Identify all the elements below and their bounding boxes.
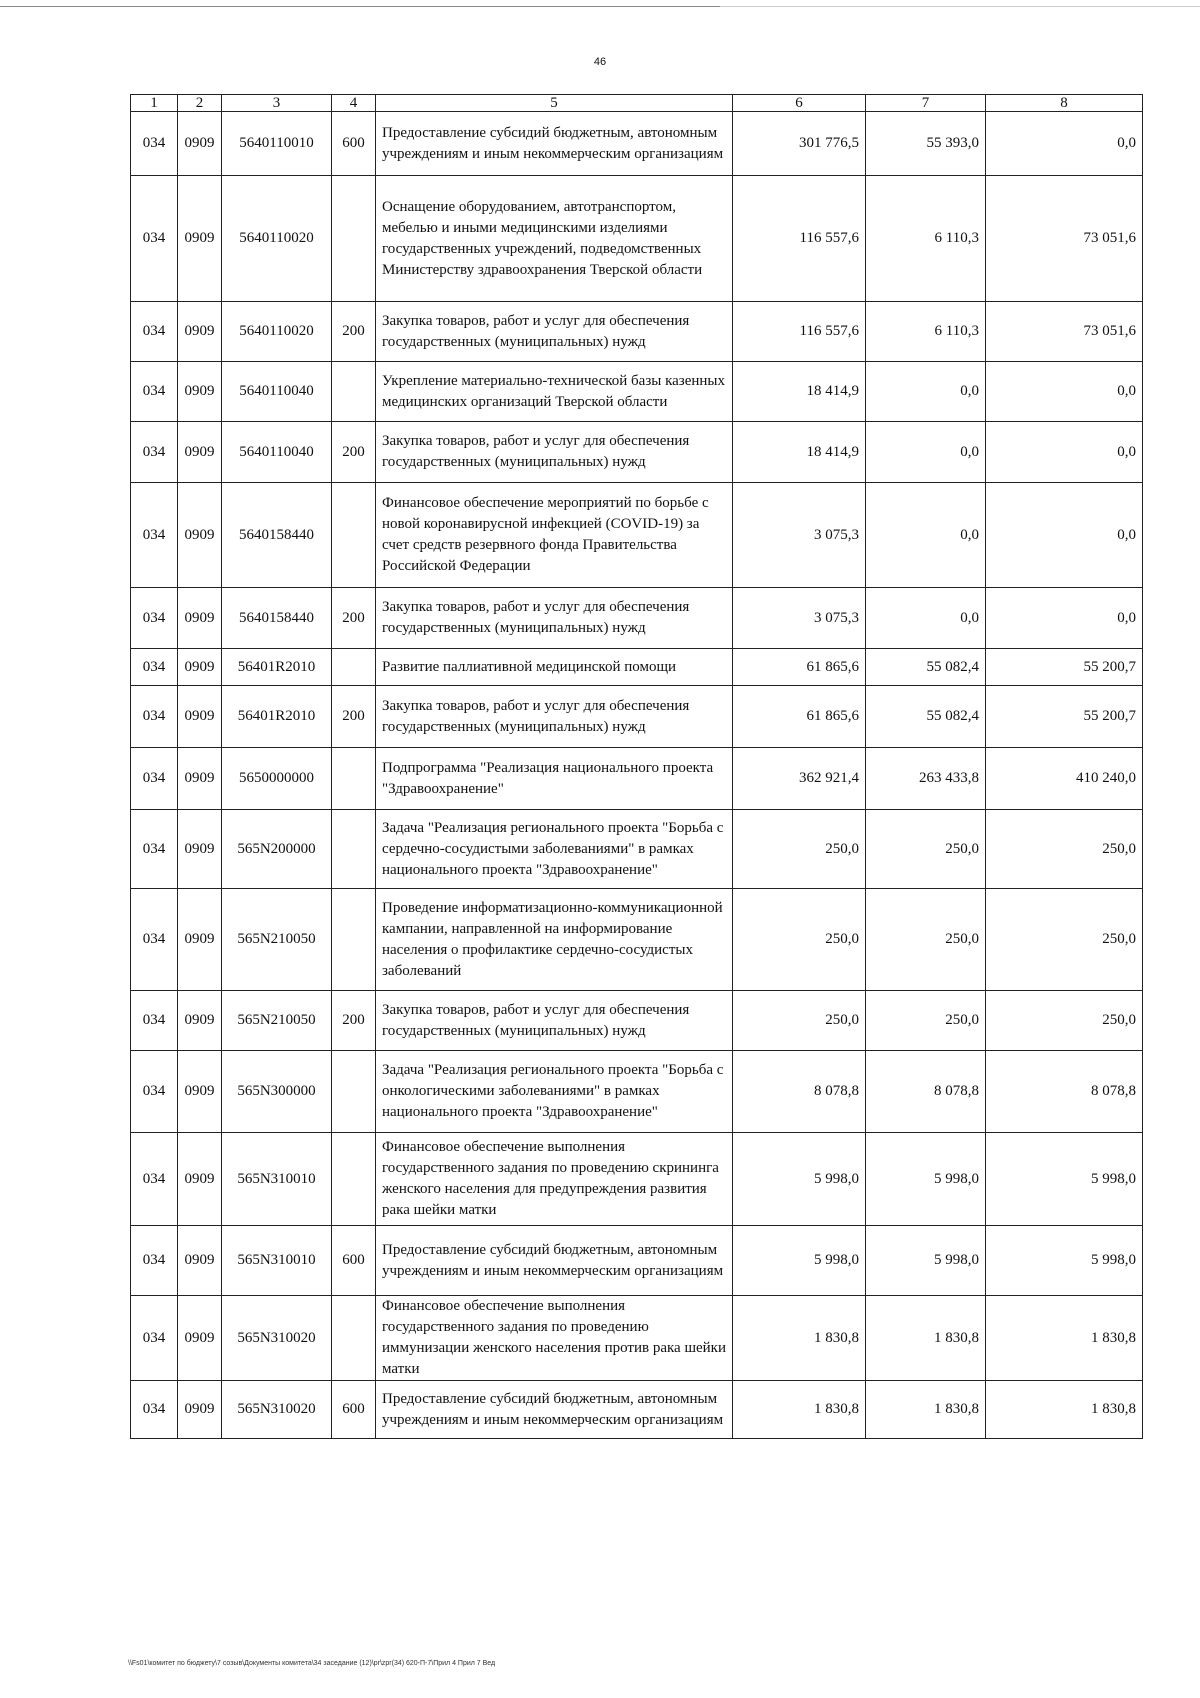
column-header: 3	[222, 95, 332, 112]
table-cell-3: 5640110020	[222, 176, 332, 302]
table-cell-6: 5 998,0	[733, 1133, 866, 1226]
table-cell-4: 200	[332, 686, 376, 748]
table-cell-7: 5 998,0	[866, 1226, 986, 1296]
table-cell-2: 0909	[178, 588, 222, 649]
table-cell-1: 034	[131, 889, 178, 991]
column-header: 4	[332, 95, 376, 112]
table-cell-2: 0909	[178, 112, 222, 176]
table-cell-1: 034	[131, 810, 178, 889]
scan-edge-line	[720, 6, 1200, 7]
table-cell-4	[332, 1051, 376, 1133]
budget-table	[130, 94, 1143, 1439]
table-row	[131, 302, 1143, 362]
table-cell-2: 0909	[178, 1381, 222, 1439]
table-cell-8: 0,0	[986, 362, 1143, 422]
table-cell-4	[332, 889, 376, 991]
table-row	[131, 686, 1143, 748]
table-cell-8: 0,0	[986, 422, 1143, 483]
table-cell-8: 55 200,7	[986, 649, 1143, 686]
table-cell-7: 0,0	[866, 483, 986, 588]
table-cell-4	[332, 362, 376, 422]
table-cell-2: 0909	[178, 302, 222, 362]
table-cell-3: 565N210050	[222, 991, 332, 1051]
table-cell-4	[332, 483, 376, 588]
table-cell-1: 034	[131, 176, 178, 302]
table-cell-3: 5640110040	[222, 422, 332, 483]
table-cell-3: 565N310010	[222, 1133, 332, 1226]
table-cell-6: 116 557,6	[733, 176, 866, 302]
table-row	[131, 991, 1143, 1051]
column-header: 1	[131, 95, 178, 112]
table-cell-7: 0,0	[866, 362, 986, 422]
table-cell-6: 301 776,5	[733, 112, 866, 176]
table-row	[131, 483, 1143, 588]
table-cell-1: 034	[131, 1381, 178, 1439]
table-cell-3: 56401R2010	[222, 686, 332, 748]
table-cell-8: 0,0	[986, 112, 1143, 176]
table-row	[131, 588, 1143, 649]
table-cell-5: Задача "Реализация регионального проекта "Борьба с онкологическими заболеваниями" в рамках национального проекта "Здравоохранение"	[376, 1051, 733, 1133]
table-cell-6: 18 414,9	[733, 362, 866, 422]
table-row	[131, 649, 1143, 686]
table-cell-1: 034	[131, 302, 178, 362]
table-cell-8: 5 998,0	[986, 1226, 1143, 1296]
table-cell-7: 1 830,8	[866, 1381, 986, 1439]
table-cell-5: Предоставление субсидий бюджетным, автономным учреждениям и иным некоммерческим организациям	[376, 1226, 733, 1296]
table-cell-3: 565N310020	[222, 1381, 332, 1439]
table-cell-7: 55 393,0	[866, 112, 986, 176]
table-cell-2: 0909	[178, 810, 222, 889]
column-header: 6	[733, 95, 866, 112]
column-header: 5	[376, 95, 733, 112]
scan-edge-line	[0, 6, 720, 7]
table-cell-6: 250,0	[733, 889, 866, 991]
table-cell-7: 1 830,8	[866, 1296, 986, 1381]
table-cell-4: 200	[332, 588, 376, 649]
page-number: 46	[593, 56, 607, 68]
table-cell-2: 0909	[178, 686, 222, 748]
table-cell-5: Укрепление материально-технической базы казенных медицинских организаций Тверской области	[376, 362, 733, 422]
table-cell-6: 116 557,6	[733, 302, 866, 362]
table-row	[131, 1381, 1143, 1439]
table-cell-5: Подпрограмма "Реализация национального проекта "Здравоохранение"	[376, 748, 733, 810]
table-cell-7: 55 082,4	[866, 649, 986, 686]
table-cell-1: 034	[131, 588, 178, 649]
header-row	[131, 95, 1143, 112]
table-cell-6: 1 830,8	[733, 1381, 866, 1439]
table-cell-6: 362 921,4	[733, 748, 866, 810]
table-cell-6: 18 414,9	[733, 422, 866, 483]
table-cell-2: 0909	[178, 889, 222, 991]
table-cell-5: Закупка товаров, работ и услуг для обеспечения государственных (муниципальных) нужд	[376, 422, 733, 483]
table-cell-2: 0909	[178, 748, 222, 810]
table-cell-4	[332, 810, 376, 889]
table-cell-1: 034	[131, 112, 178, 176]
table-cell-1: 034	[131, 422, 178, 483]
table-row	[131, 1051, 1143, 1133]
table-row	[131, 889, 1143, 991]
table-cell-8: 0,0	[986, 483, 1143, 588]
table-cell-5: Финансовое обеспечение выполнения государственного задания по проведению скрининга женского населения для предупреждения развития рака шейки матки	[376, 1133, 733, 1226]
table-cell-1: 034	[131, 748, 178, 810]
table-cell-4: 600	[332, 1226, 376, 1296]
table-cell-4: 200	[332, 991, 376, 1051]
table-cell-8: 55 200,7	[986, 686, 1143, 748]
table-row	[131, 748, 1143, 810]
table-cell-6: 8 078,8	[733, 1051, 866, 1133]
table-cell-8: 73 051,6	[986, 176, 1143, 302]
table-cell-5: Задача "Реализация регионального проекта "Борьба с сердечно-сосудистыми заболеваниями" в рамках национального проекта "Здравоохранение"	[376, 810, 733, 889]
table-row	[131, 176, 1143, 302]
table-cell-8: 1 830,8	[986, 1296, 1143, 1381]
table-cell-1: 034	[131, 362, 178, 422]
table-cell-8: 8 078,8	[986, 1051, 1143, 1133]
table-cell-6: 3 075,3	[733, 588, 866, 649]
table-row	[131, 112, 1143, 176]
table-row	[131, 362, 1143, 422]
table-cell-1: 034	[131, 686, 178, 748]
table-cell-4: 200	[332, 422, 376, 483]
table-cell-3: 565N210050	[222, 889, 332, 991]
table-row	[131, 1133, 1143, 1226]
table-cell-2: 0909	[178, 362, 222, 422]
table-cell-3: 5640110020	[222, 302, 332, 362]
table-cell-5: Развитие паллиативной медицинской помощи	[376, 649, 733, 686]
table-cell-1: 034	[131, 1133, 178, 1226]
table-row	[131, 810, 1143, 889]
table-cell-2: 0909	[178, 422, 222, 483]
table-cell-1: 034	[131, 991, 178, 1051]
table-cell-4	[332, 176, 376, 302]
column-header: 7	[866, 95, 986, 112]
table-cell-8: 1 830,8	[986, 1381, 1143, 1439]
file-path-footer: \\Fs01\комитет по бюджету\7 созыв\Документы комитета\34 заседание (12)\pr\zpr(34) 620-П-7\Прил 4 Прил 7 Вед	[128, 1660, 496, 1667]
table-cell-5: Проведение информатизационно-коммуникационной кампании, направленной на информирование населения о профилактике сердечно-сосудистых заболеваний	[376, 889, 733, 991]
column-header: 2	[178, 95, 222, 112]
table-cell-3: 5640110010	[222, 112, 332, 176]
table-row	[131, 1296, 1143, 1381]
table-cell-2: 0909	[178, 1051, 222, 1133]
column-header: 8	[986, 95, 1143, 112]
table-cell-7: 0,0	[866, 422, 986, 483]
table-cell-6: 250,0	[733, 991, 866, 1051]
table-cell-3: 565N300000	[222, 1051, 332, 1133]
table-cell-5: Финансовое обеспечение мероприятий по борьбе с новой коронавирусной инфекцией (COVID-19) за счет средств резервного фонда Правительства Российской Федерации	[376, 483, 733, 588]
table-cell-3: 5650000000	[222, 748, 332, 810]
table-cell-5: Закупка товаров, работ и услуг для обеспечения государственных (муниципальных) нужд	[376, 991, 733, 1051]
table-cell-8: 410 240,0	[986, 748, 1143, 810]
table-cell-1: 034	[131, 1051, 178, 1133]
table-cell-7: 250,0	[866, 810, 986, 889]
table-cell-7: 250,0	[866, 889, 986, 991]
table-cell-3: 565N310020	[222, 1296, 332, 1381]
table-cell-1: 034	[131, 483, 178, 588]
table-cell-3: 5640158440	[222, 483, 332, 588]
table-cell-7: 0,0	[866, 588, 986, 649]
table-cell-6: 61 865,6	[733, 686, 866, 748]
table-cell-4	[332, 1296, 376, 1381]
table-cell-3: 565N200000	[222, 810, 332, 889]
table-cell-4	[332, 748, 376, 810]
table-cell-7: 6 110,3	[866, 176, 986, 302]
table-cell-4: 200	[332, 302, 376, 362]
table-cell-1: 034	[131, 1226, 178, 1296]
table-cell-8: 5 998,0	[986, 1133, 1143, 1226]
table-cell-6: 3 075,3	[733, 483, 866, 588]
table-cell-1: 034	[131, 1296, 178, 1381]
table-cell-2: 0909	[178, 1133, 222, 1226]
table-cell-2: 0909	[178, 649, 222, 686]
table-cell-8: 250,0	[986, 810, 1143, 889]
table-cell-8: 250,0	[986, 889, 1143, 991]
table-cell-3: 56401R2010	[222, 649, 332, 686]
table-cell-3: 5640110040	[222, 362, 332, 422]
table-cell-3: 565N310010	[222, 1226, 332, 1296]
table-cell-7: 6 110,3	[866, 302, 986, 362]
table-cell-2: 0909	[178, 483, 222, 588]
table-cell-5: Финансовое обеспечение выполнения государственного задания по проведению иммунизации женского населения против рака шейки матки	[376, 1296, 733, 1381]
table-cell-7: 8 078,8	[866, 1051, 986, 1133]
table-cell-5: Закупка товаров, работ и услуг для обеспечения государственных (муниципальных) нужд	[376, 686, 733, 748]
table-cell-8: 73 051,6	[986, 302, 1143, 362]
table-cell-5: Закупка товаров, работ и услуг для обеспечения государственных (муниципальных) нужд	[376, 302, 733, 362]
table-cell-5: Предоставление субсидий бюджетным, автономным учреждениям и иным некоммерческим организациям	[376, 1381, 733, 1439]
table-cell-5: Закупка товаров, работ и услуг для обеспечения государственных (муниципальных) нужд	[376, 588, 733, 649]
table-cell-6: 61 865,6	[733, 649, 866, 686]
table-cell-7: 55 082,4	[866, 686, 986, 748]
table-row	[131, 422, 1143, 483]
table-cell-2: 0909	[178, 1296, 222, 1381]
table-cell-8: 0,0	[986, 588, 1143, 649]
table-cell-4: 600	[332, 1381, 376, 1439]
table-row	[131, 1226, 1143, 1296]
table-cell-4	[332, 649, 376, 686]
table-cell-4	[332, 1133, 376, 1226]
table-cell-4: 600	[332, 112, 376, 176]
table-cell-7: 250,0	[866, 991, 986, 1051]
table-cell-6: 250,0	[733, 810, 866, 889]
table-cell-6: 5 998,0	[733, 1226, 866, 1296]
table-cell-2: 0909	[178, 176, 222, 302]
table-cell-2: 0909	[178, 991, 222, 1051]
table-cell-5: Предоставление субсидий бюджетным, автономным учреждениям и иным некоммерческим организациям	[376, 112, 733, 176]
table-cell-7: 263 433,8	[866, 748, 986, 810]
table-cell-6: 1 830,8	[733, 1296, 866, 1381]
table-cell-2: 0909	[178, 1226, 222, 1296]
table-cell-7: 5 998,0	[866, 1133, 986, 1226]
table-cell-1: 034	[131, 649, 178, 686]
table-cell-3: 5640158440	[222, 588, 332, 649]
table-cell-8: 250,0	[986, 991, 1143, 1051]
table-cell-5: Оснащение оборудованием, автотранспортом, мебелью и иными медицинскими изделиями государственных учреждений, подведомственных Министерству здравоохранения Тверской области	[376, 176, 733, 302]
